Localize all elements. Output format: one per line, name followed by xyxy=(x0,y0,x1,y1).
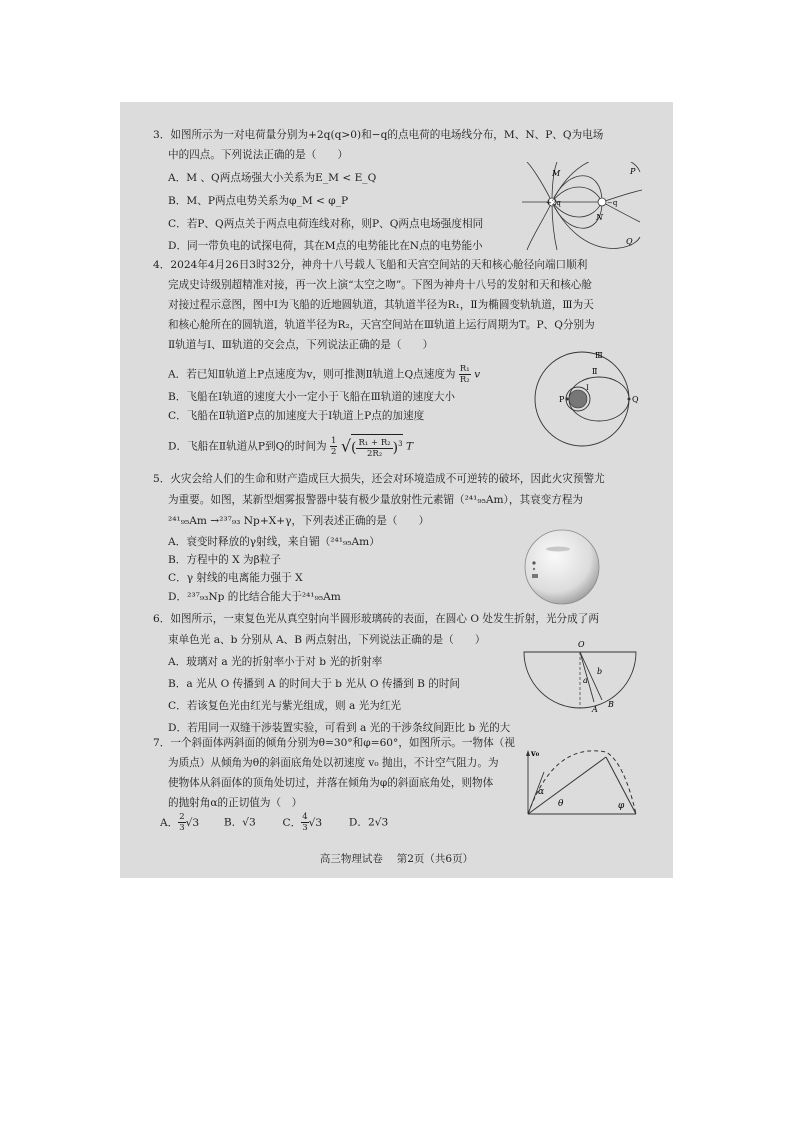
orbit-label-q: Q xyxy=(632,395,639,404)
q7-opt-a-prefix: A． xyxy=(160,816,179,829)
q7-stem-line2: 为质点）从倾角为θ的斜面底角处以初速度 v₀ 抛出，不计空气阻力。为 xyxy=(168,757,499,769)
q7-c-den: 3 xyxy=(302,823,308,833)
q4-option-d-text: D．飞船在Ⅱ轨道从P到Q的时间为 xyxy=(168,440,327,453)
orbit-label-i: Ⅰ xyxy=(586,384,589,392)
fig-label-minusq: −q xyxy=(607,199,618,207)
orbit-label-iii: Ⅲ xyxy=(595,351,603,360)
page-footer: 高三物理试卷 第2页（共6页） xyxy=(319,853,474,865)
q7-option-c xyxy=(282,812,326,833)
glass-label-point-a: A xyxy=(592,705,598,714)
q7-c-num: 4 xyxy=(302,812,308,822)
q6-option-c: C．若该复色光由红光与紫光组成，则 a 光为红光 xyxy=(168,700,402,712)
q4-stem-line4: 和核心舱所在的圆轨道，轨道半径为R₂，天宫空间站在Ⅲ轨道上运行周期为T。P、Q分别为 xyxy=(168,319,595,331)
fig-label-n: N xyxy=(596,213,603,222)
q4-d-exponent: 3 xyxy=(398,440,403,448)
q4-stem-line2: 完成史诗级别超精准对接，再一次上演“太空之吻”。下图为神舟十八号的发射和天和核心舱 xyxy=(168,279,592,291)
orbit-label-p: P xyxy=(559,395,565,404)
glass-label-ray-b: b xyxy=(597,667,603,676)
q7-stem-line3: 使物体从斜面体的顶角处切过，并落在倾角为φ的斜面底角处，则物体 xyxy=(168,777,494,789)
q7-options xyxy=(160,812,388,833)
q7-option-b: B．√3 xyxy=(223,816,256,829)
q4-stem-line1: 4．2024年4月26日3时32分，神舟十八号载人飞船和天宫空间站的天和核心舱径向端口顺利 xyxy=(153,259,588,271)
q5-option-d: D．²³⁷₉₃Np 的比结合能大于²⁴¹₉₅Am xyxy=(168,591,341,603)
orbit-diagram xyxy=(532,344,642,454)
projectile-label-alpha: α xyxy=(538,787,545,797)
q4-option-c: C．飞船在Ⅱ轨道P点的加速度大于Ⅰ轨道上P点的加速度 xyxy=(168,410,425,422)
q7-a-root: √3 xyxy=(185,816,200,829)
q4-d-frac-den: 2R₂ xyxy=(366,448,383,459)
q4-d-half-num: 1 xyxy=(331,435,337,446)
q4-option-b: B．飞船在Ⅰ轨道的速度大小一定小于飞船在Ⅲ轨道的速度大小 xyxy=(168,391,456,403)
glass-label-o: O xyxy=(578,640,585,649)
q3-stem-line1: 3．如图所示为一对电荷量分别为+2q(q>0)和−q的点电荷的电场线分布，M、N、P、Q为电场 xyxy=(153,129,604,141)
fig-label-q: Q xyxy=(626,237,633,246)
orbit-label-ii: Ⅱ xyxy=(592,367,598,376)
projectile-label-phi: φ xyxy=(618,801,625,811)
q5-option-a: A．衰变时释放的γ射线，来自镅（²⁴¹₉₅Am） xyxy=(168,536,380,548)
fig-label-m: M xyxy=(552,169,561,178)
q6-stem-line2: 束单色光 a、b 分别从 A、B 两点射出，下列说法正确的是（ ） xyxy=(168,634,486,646)
q5-option-c: C．γ 射线的电离能力强于 X xyxy=(168,572,303,584)
semicircle-glass-diagram xyxy=(522,636,642,714)
q4-a-fraction-num: R₁ xyxy=(459,364,470,374)
q6-option-b: B．a 光从 O 传播到 A 的时间大于 b 光从 O 传播到 B 的时间 xyxy=(168,678,461,690)
q7-a-num: 2 xyxy=(179,812,185,822)
q3-option-d: D．同一带负电的试探电荷，其在M点的电势能比在N点的电势能小 xyxy=(168,240,483,252)
q4-option-a xyxy=(168,364,480,385)
glass-label-point-b: B xyxy=(608,700,614,709)
projectile-label-theta: θ xyxy=(558,799,564,809)
q3-option-b: B．M、P两点电势关系为φ_M < φ_P xyxy=(168,195,349,207)
q4-d-frac-num: R₁ + R₂ xyxy=(358,437,391,448)
q4-option-d: D．飞船在Ⅱ轨道从P到Q的时间为 $\frac{1}{2}$ √( $\frac{\text{R₁ + R₂}}{\text{2R₂}}$ )$^3$ T xyxy=(168,435,414,459)
fig-label-plus2q: +2q xyxy=(546,199,561,207)
q6-option-a: A．玻璃对 a 光的折射率小于对 b 光的折射率 xyxy=(168,656,383,668)
q4-a-fraction-tail: v xyxy=(474,368,481,381)
q7-opt-c-prefix: C． xyxy=(282,816,302,829)
q5-stem-line3: ²⁴¹₉₅Am →²³⁷₉₃ Np+X+γ，下列表述正确的是（ ） xyxy=(168,515,430,527)
q4-a-fraction-den: R₂ xyxy=(459,375,470,385)
q5-option-b: B．方程中的 X 为β粒子 xyxy=(168,554,281,566)
smoke-alarm-photo xyxy=(518,527,604,607)
q7-option-a xyxy=(160,812,203,833)
q7-stem-line4: 的抛射角α的正切值为（ ） xyxy=(168,797,303,809)
exam-page xyxy=(120,102,673,878)
q5-stem-line2: 为重要。如图，某新型烟雾报警器中装有极少量放射性元素镅（²⁴¹₉₅Am），其衰变方程为 xyxy=(168,494,584,506)
q4-option-a-text: A．若已知Ⅱ轨道上P点速度为v，则可推测Ⅱ轨道上Q点速度为 xyxy=(168,368,456,381)
q7-stem-line1: 7．一个斜面体两斜面的倾角分别为θ=30°和φ=60°，如图所示。一物体（视 xyxy=(153,737,515,749)
q5-stem-line1: 5．火灾会给人们的生命和财产造成巨大损失，还会对环境造成不可逆转的破坏，因此火灾预警尤 xyxy=(153,473,605,485)
q4-d-half-den: 2 xyxy=(331,446,337,457)
fig-label-p: P xyxy=(630,167,636,176)
q7-c-root: √3 xyxy=(308,816,323,829)
q3-option-a: A．M 、Q两点场强大小关系为E_M < E_Q xyxy=(168,172,377,184)
q3-stem-line2: 中的四点。下列说法正确的是（ ） xyxy=(168,149,349,161)
electric-field-lines-figure xyxy=(522,162,644,252)
projectile-label-v0: v₀ xyxy=(531,748,540,758)
q6-option-d: D．若用同一双缝干涉装置实验，可看到 a 光的干涉条纹间距比 b 光的大 xyxy=(168,722,511,734)
q4-stem-line3: 对接过程示意图，图中Ⅰ为飞船的近地圆轨道，其轨道半径为R₁，Ⅱ为椭圆变轨轨道，Ⅲ为天 xyxy=(168,299,594,311)
q3-option-c: C．若P、Q两点关于两点电荷连线对称，则P、Q两点电场强度相同 xyxy=(168,218,484,230)
q7-option-d: D．2√3 xyxy=(348,816,389,829)
projectile-incline-diagram xyxy=(524,742,640,822)
glass-label-ray-a: a xyxy=(583,676,588,685)
q6-stem-line1: 6．如图所示，一束复色光从真空射向半圆形玻璃砖的表面，在圆心 O 处发生折射，光分成了两 xyxy=(153,613,599,625)
q4-stem-line5: Ⅱ轨道与Ⅰ、Ⅲ轨道的交会点，下列说法正确的是（ ） xyxy=(168,339,434,351)
q7-a-den: 3 xyxy=(179,823,185,833)
q4-d-tail: T xyxy=(405,440,414,453)
